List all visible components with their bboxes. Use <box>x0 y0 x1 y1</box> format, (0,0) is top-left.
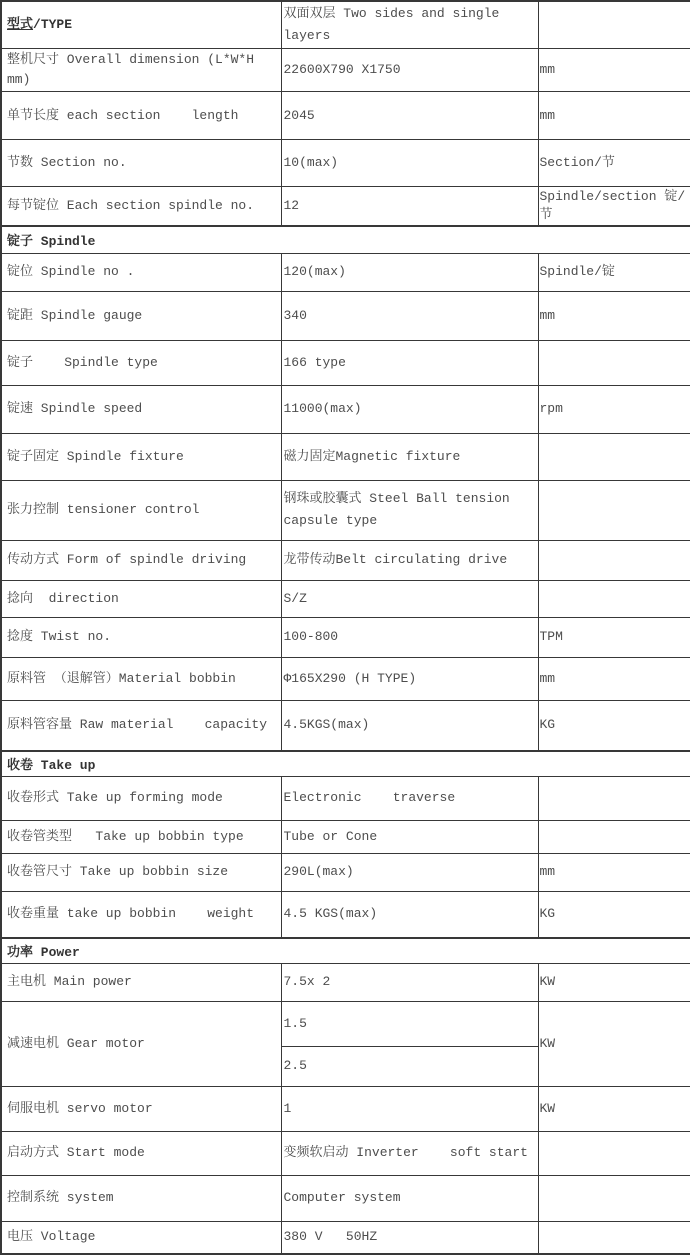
spec-value: 100-800 <box>281 617 538 657</box>
row-spindle-per-section <box>1 187 690 227</box>
spec-label: 电压 Voltage <box>1 1221 281 1254</box>
spec-unit <box>538 340 690 385</box>
row-spindle-type <box>1 340 690 385</box>
spec-unit: KW <box>538 963 690 1001</box>
spec-value: Tube or Cone <box>281 820 538 853</box>
row-take-up-forming-mode <box>1 776 690 820</box>
spec-value: 龙带传动Belt circulating drive <box>281 540 538 580</box>
spec-value-upper: 1.5 <box>281 1001 538 1046</box>
spec-unit: Spindle/section 锭/节 <box>538 187 690 227</box>
spec-unit: KW <box>538 1086 690 1131</box>
row-overall-dimension <box>1 49 690 92</box>
row-servo-motor <box>1 1086 690 1131</box>
spec-value: 4.5 KGS(max) <box>281 891 538 938</box>
spec-unit: mm <box>538 291 690 340</box>
spec-value: Φ165X290 (H TYPE) <box>281 657 538 700</box>
spec-label: 锭位 Spindle no . <box>1 253 281 291</box>
spec-value: 双面双层 Two sides and single layers <box>281 1 538 49</box>
spec-value: 120(max) <box>281 253 538 291</box>
spec-label: 收卷管类型 Take up bobbin type <box>1 820 281 853</box>
spec-unit: mm <box>538 92 690 140</box>
spec-unit <box>538 820 690 853</box>
spec-label-zh: 型式 <box>7 17 34 32</box>
row-material-capacity <box>1 700 690 751</box>
row-gear-motor <box>1 1001 690 1046</box>
spec-value: 1 <box>281 1086 538 1131</box>
section-header-power <box>1 938 690 963</box>
row-take-up-bobbin-size <box>1 853 690 891</box>
row-start-mode <box>1 1131 690 1175</box>
spec-unit <box>538 480 690 540</box>
spec-unit: KW <box>538 1001 690 1086</box>
spec-unit: mm <box>538 657 690 700</box>
spec-value: 22600X790 X1750 <box>281 49 538 92</box>
spec-label: 收卷形式 Take up forming mode <box>1 776 281 820</box>
spec-label: 伺服电机 servo motor <box>1 1086 281 1131</box>
row-voltage <box>1 1221 690 1254</box>
spec-unit <box>538 776 690 820</box>
section-header-label: 功率 Power <box>1 938 690 963</box>
row-spindle-no <box>1 253 690 291</box>
spec-unit: KG <box>538 700 690 751</box>
row-take-up-bobbin-type <box>1 820 690 853</box>
spec-label: 启动方式 Start mode <box>1 1131 281 1175</box>
spec-label <box>1 1 281 49</box>
row-section-length <box>1 92 690 140</box>
spec-value: 340 <box>281 291 538 340</box>
spec-label-en: /TYPE <box>33 17 73 32</box>
spec-value: 磁力固定Magnetic fixture <box>281 433 538 480</box>
spec-value: 11000(max) <box>281 385 538 433</box>
section-header-take-up <box>1 751 690 776</box>
row-twist-direction <box>1 580 690 617</box>
spec-value: 166 type <box>281 340 538 385</box>
spec-unit: KG <box>538 891 690 938</box>
spec-label: 锭子固定 Spindle fixture <box>1 433 281 480</box>
spec-unit <box>538 1175 690 1221</box>
spec-value-lower: 2.5 <box>281 1046 538 1086</box>
spec-value: 7.5x 2 <box>281 963 538 1001</box>
section-header-label: 锭子 Spindle <box>1 226 690 253</box>
spec-label: 捻度 Twist no. <box>1 617 281 657</box>
spec-label: 张力控制 tensioner control <box>1 480 281 540</box>
row-spindle-speed <box>1 385 690 433</box>
spec-value: S/Z <box>281 580 538 617</box>
spec-value: 10(max) <box>281 140 538 187</box>
spec-label: 整机尺寸 Overall dimension (L*W*H mm) <box>1 49 281 92</box>
spec-label: 捻向 direction <box>1 580 281 617</box>
spec-unit <box>538 1221 690 1254</box>
spec-value: Computer system <box>281 1175 538 1221</box>
row-section-no <box>1 140 690 187</box>
spec-unit: rpm <box>538 385 690 433</box>
spec-label: 主电机 Main power <box>1 963 281 1001</box>
row-type <box>1 1 690 49</box>
row-take-up-bobbin-weight <box>1 891 690 938</box>
spec-unit <box>538 1 690 49</box>
spec-unit: mm <box>538 49 690 92</box>
spec-value: 4.5KGS(max) <box>281 700 538 751</box>
spec-value: 钢珠或胶囊式 Steel Ball tension capsule type <box>281 480 538 540</box>
spec-value: 变频软启动 Inverter soft start <box>281 1131 538 1175</box>
row-driving-form <box>1 540 690 580</box>
spec-label: 控制系统 system <box>1 1175 281 1221</box>
spec-unit: TPM <box>538 617 690 657</box>
spec-value: Electronic traverse <box>281 776 538 820</box>
spec-unit: Section/节 <box>538 140 690 187</box>
spec-label: 原料管 （退解管）Material bobbin <box>1 657 281 700</box>
spec-label: 节数 Section no. <box>1 140 281 187</box>
row-control-system <box>1 1175 690 1221</box>
spec-label: 锭速 Spindle speed <box>1 385 281 433</box>
row-material-bobbin <box>1 657 690 700</box>
spec-label: 锭距 Spindle gauge <box>1 291 281 340</box>
spec-label: 每节锭位 Each section spindle no. <box>1 187 281 227</box>
spec-label: 减速电机 Gear motor <box>1 1001 281 1086</box>
spec-unit: mm <box>538 853 690 891</box>
spec-unit: Spindle/锭 <box>538 253 690 291</box>
spec-unit <box>538 580 690 617</box>
spec-value: 12 <box>281 187 538 227</box>
section-header-spindle <box>1 226 690 253</box>
spec-label: 原料管容量 Raw material capacity <box>1 700 281 751</box>
spec-label: 收卷管尺寸 Take up bobbin size <box>1 853 281 891</box>
spec-unit <box>538 433 690 480</box>
spec-unit <box>538 1131 690 1175</box>
spec-unit <box>538 540 690 580</box>
spec-label: 传动方式 Form of spindle driving <box>1 540 281 580</box>
row-spindle-gauge <box>1 291 690 340</box>
spec-value: 380 V 50HZ <box>281 1221 538 1254</box>
row-tensioner-control <box>1 480 690 540</box>
spec-label: 锭子 Spindle type <box>1 340 281 385</box>
spec-label: 收卷重量 take up bobbin weight <box>1 891 281 938</box>
spec-value: 290L(max) <box>281 853 538 891</box>
row-main-power <box>1 963 690 1001</box>
row-spindle-fixture <box>1 433 690 480</box>
spec-label: 单节长度 each section length <box>1 92 281 140</box>
section-header-label: 收卷 Take up <box>1 751 690 776</box>
spec-value: 2045 <box>281 92 538 140</box>
row-twist-no <box>1 617 690 657</box>
